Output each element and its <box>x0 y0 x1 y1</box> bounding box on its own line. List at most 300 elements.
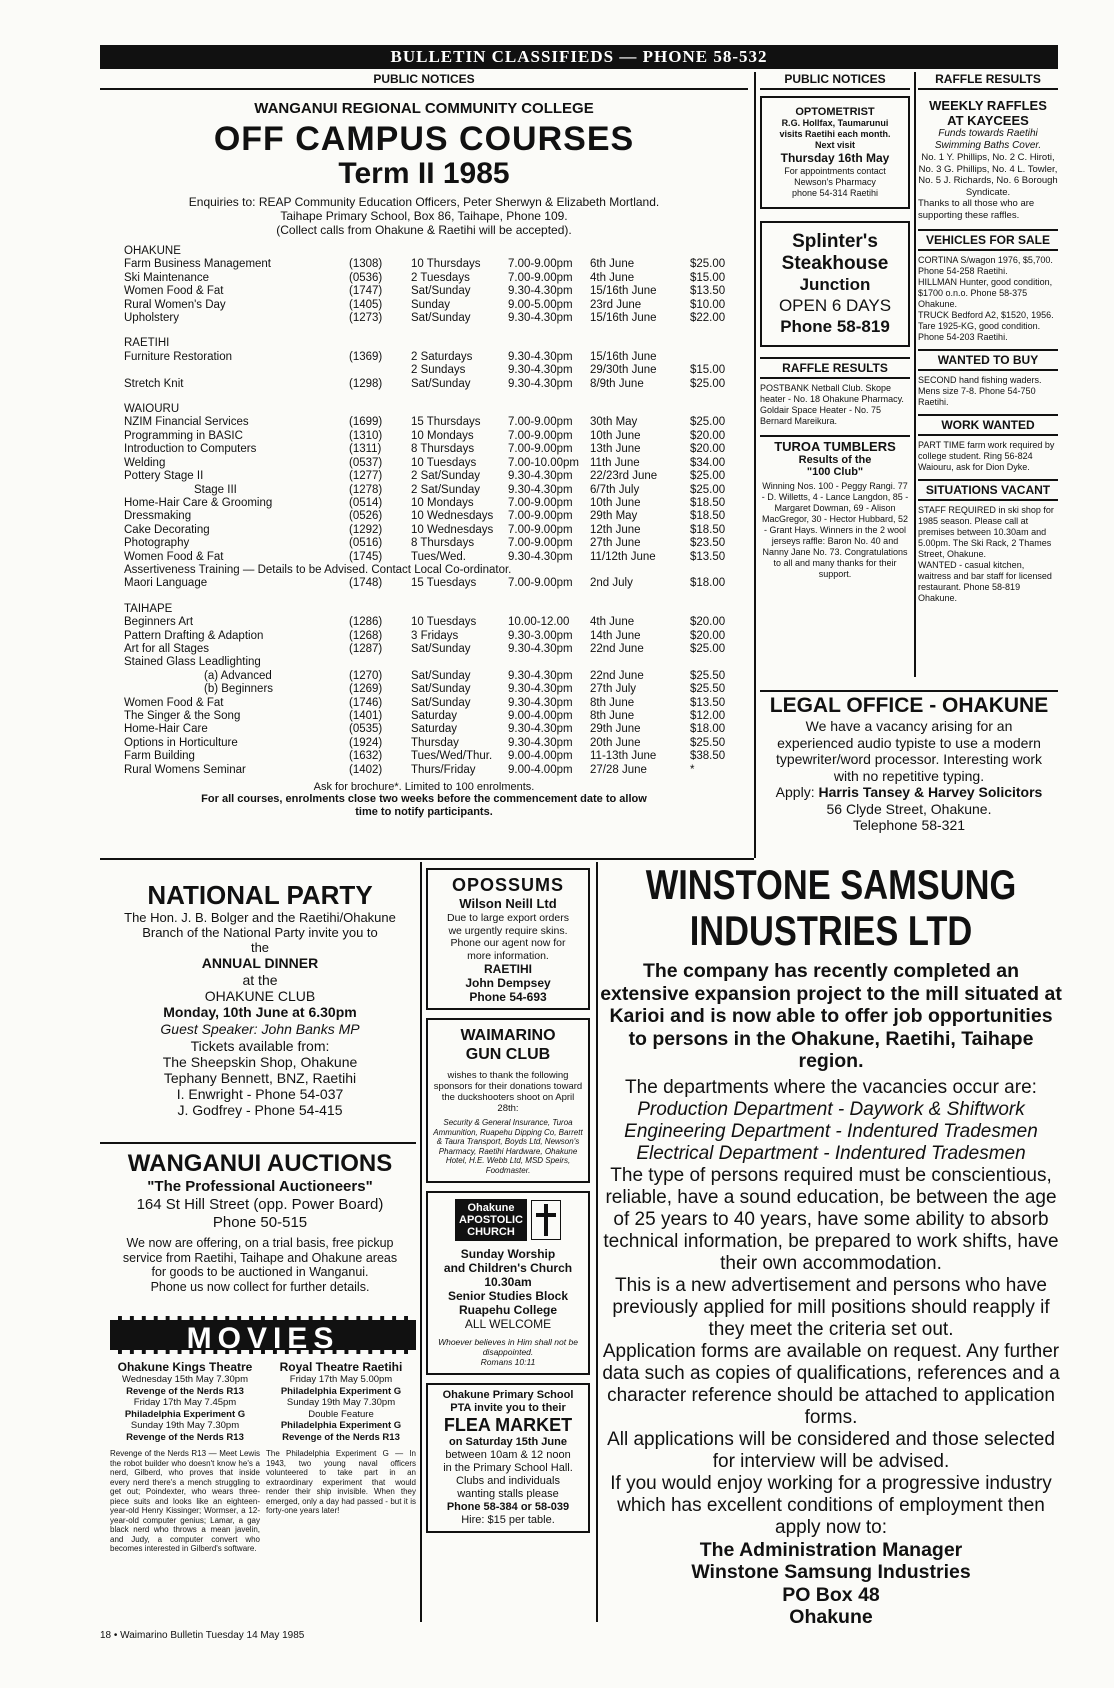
text: visits Raetihi each month. <box>779 129 891 139</box>
course-cell: Sat/Sunday <box>411 683 471 696</box>
right-notices-column <box>760 72 910 580</box>
course-cell: 2 Sat/Sunday <box>411 470 481 483</box>
raffle-results-2 <box>760 357 910 427</box>
text: ALL WELCOME <box>464 1317 552 1331</box>
text: Wednesday 15th May 7.30pm <box>121 1374 249 1385</box>
text: Ohakune Primary School <box>442 1389 574 1401</box>
course-cell: 11-13th June <box>590 750 657 763</box>
course-cell: 4th June <box>590 616 635 629</box>
course-cell: (0514) <box>349 496 383 509</box>
course-cell: NZIM Financial Services <box>124 416 249 429</box>
text: This is a new advertisement and persons who have previously applied for mill positions should reapply if they meet the criteria set out. <box>612 1274 1050 1340</box>
enquiries: Enquiries to: REAP Community Education Officers, Peter Sherwyn & Elizabeth Mortland. <box>188 195 660 209</box>
course-cell: * <box>690 763 695 776</box>
course-cell: (1748) <box>349 577 383 590</box>
text: Phone our agent now for <box>450 937 566 949</box>
course-row <box>124 616 748 629</box>
course-cell: $25.00 <box>690 642 726 655</box>
term-title: Term II 1985 <box>338 157 510 190</box>
course-cell: Programming in BASIC <box>124 429 243 442</box>
course-cell: 15 Thursdays <box>411 416 481 429</box>
text: Friday 17th May 7.45pm <box>133 1397 237 1408</box>
course-cell: 10th June <box>590 496 641 509</box>
course-cell: $18.50 <box>690 496 726 509</box>
optometrist-ad <box>760 96 910 209</box>
text: more information. <box>467 949 549 962</box>
course-row <box>124 737 748 750</box>
text: in the Primary School Hall. <box>443 1462 573 1474</box>
course-cell: 2 Tuesdays <box>411 271 470 284</box>
course-section-title: RAETIHI <box>124 337 170 350</box>
course-row <box>124 510 748 523</box>
text: Branch of the National Party invite you to <box>142 925 378 940</box>
winstone-samsung-ad <box>600 862 1062 1629</box>
course-cell: (0536) <box>349 271 383 284</box>
course-cell: (1402) <box>349 763 383 776</box>
course-section-title: OHAKUNE <box>124 245 181 257</box>
course-row <box>124 524 748 537</box>
course-row <box>124 750 748 763</box>
course-cell: 9.00-5.00pm <box>508 298 573 311</box>
text: 56 Clyde Street, Ohakune. <box>826 800 992 817</box>
course-cell: $20.00 <box>690 443 726 456</box>
course-cell: 15 Tuesdays <box>411 577 477 590</box>
text: Monday, 10th June at 6.30pm <box>163 1004 357 1020</box>
course-cell: Farm Building <box>124 750 195 763</box>
national-party-ad <box>100 880 420 1118</box>
text: The departments where the vacancies occur are: <box>625 1076 1037 1098</box>
course-cell: 20th June <box>590 736 641 749</box>
text: Apply: <box>775 784 819 800</box>
section-header: PUBLIC NOTICES <box>784 72 886 86</box>
text: experienced audio typiste to use a modern <box>777 734 1041 751</box>
course-cell: Sat/Sunday <box>411 377 471 390</box>
course-row <box>124 443 748 456</box>
text: wanting stalls please <box>457 1488 559 1500</box>
course-cell: 9.30-4.30pm <box>508 723 573 736</box>
course-cell: 22nd June <box>590 642 644 655</box>
course-cell: 10 Tuesdays <box>411 616 477 629</box>
address-line: PO Box 48 <box>782 1583 880 1606</box>
course-cell: Farm Business Management <box>124 258 272 271</box>
text: CHURCH <box>467 1226 515 1238</box>
department: Electrical Department - Indentured Tradesmen <box>636 1142 1026 1164</box>
course-cell: Thursday <box>411 736 459 749</box>
course-cell: 29/30th June <box>590 364 657 377</box>
course-cell: 9.30-4.30pm <box>508 696 573 709</box>
course-cell: Home-Hair Care & Grooming <box>124 496 273 509</box>
course-cell: Sunday <box>411 298 451 311</box>
course-cell: (1298) <box>349 377 383 390</box>
classified: PART TIME farm work required by college student. Ring 56-824 Waiouru, ask for Dion Dyke. <box>918 440 1055 472</box>
classified: STAFF REQUIRED in ski shop for 1985 season. Please call at premises between 10.30am and 5.00pm. The Ski Rack, 2 Thames Street, Ohakune. <box>918 505 1054 559</box>
enrolment-note: For all courses, enrolments close two weeks before the commencement date to allow time to notify participants. <box>201 793 647 819</box>
text: GUN CLUB <box>465 1046 551 1063</box>
course-row <box>124 351 748 364</box>
section-header: VEHICLES FOR SALE <box>925 233 1050 247</box>
course-cell: Dressmaking <box>124 510 192 523</box>
text: ANNUAL DINNER <box>201 955 319 971</box>
text: Tephany Bennett, BNZ, Raetihi <box>163 1070 357 1086</box>
text: Phone 50-515 <box>212 1214 308 1231</box>
course-cell: (0516) <box>349 537 383 550</box>
text: with no repetitive typing. <box>833 767 985 784</box>
winstone-title-2: INDUSTRIES LTD <box>689 907 973 954</box>
text: Phone 54-693 <box>469 990 547 1004</box>
course-cell: (1401) <box>349 710 383 722</box>
course-row <box>124 537 748 550</box>
course-cell: Women Food & Fat <box>124 285 224 298</box>
course-cell: 2 Sundays <box>411 364 466 377</box>
course-cell: Beginners Art <box>124 616 194 629</box>
course-row <box>124 484 748 497</box>
text: the <box>250 940 270 955</box>
course-cell: $15.00 <box>690 364 726 377</box>
course-cell: $25.00 <box>690 483 726 496</box>
course-cell: Rural Women's Day <box>124 298 226 311</box>
course-cell: 7.00-9.00pm <box>508 496 573 509</box>
course-cell: 7.00-9.00pm <box>508 429 573 442</box>
course-row <box>124 285 748 298</box>
course-cell: Pattern Drafting & Adaption <box>124 629 264 642</box>
course-cell: 29th June <box>590 723 641 736</box>
text: "100 Club" <box>806 466 864 478</box>
course-cell: 7.00-9.00pm <box>508 416 573 429</box>
course-cell: (1310) <box>349 429 383 442</box>
text: Next visit <box>814 140 856 150</box>
course-cell: (1699) <box>349 416 383 429</box>
address-line: Winstone Samsung Industries <box>691 1561 971 1583</box>
section-header: RAFFLE RESULTS <box>782 361 888 375</box>
course-cell: (0526) <box>349 510 383 523</box>
text: Whoever believes in Him shall not be disappointed. <box>438 1337 578 1357</box>
flea-market-ad <box>426 1383 590 1533</box>
course-cell: 8/9th June <box>590 377 644 390</box>
wanganui-auctions-ad <box>100 1150 420 1294</box>
section-header: WANTED TO BUY <box>937 353 1039 367</box>
course-cell: (1311) <box>349 443 382 456</box>
course-cell: Women Food & Fat <box>124 550 224 563</box>
text: Romans 10:11 <box>480 1357 536 1367</box>
course-cell: 11/12th June <box>590 550 656 563</box>
course-cell: Stage III <box>194 483 237 496</box>
course-cell: 9.30-4.30pm <box>508 364 573 377</box>
course-cell: Sat/Sunday <box>411 285 471 298</box>
course-cell: 23rd June <box>590 298 642 311</box>
course-cell: 7.00-9.00pm <box>508 510 573 523</box>
text: I. Enwright - Phone 54-037 <box>176 1086 344 1102</box>
course-cell <box>349 656 411 669</box>
course-list <box>100 245 748 777</box>
course-cell: 9.00-4.00pm <box>508 763 573 776</box>
course-cell: (1269) <box>349 683 383 696</box>
course-cell: 8th June <box>590 696 635 709</box>
text: Phone us now collect for further details. <box>150 1279 370 1294</box>
text: The Sheepskin Shop, Ohakune <box>162 1054 358 1070</box>
course-cell: Stretch Knit <box>124 377 184 390</box>
course-cell: 7.00-9.00pm <box>508 443 573 456</box>
text: Revenge of the Nerds R13 <box>126 1431 244 1443</box>
splinters-ad <box>760 221 910 347</box>
course-cell: 10.00-12.00 <box>508 616 570 629</box>
course-cell: $15.00 <box>690 271 726 284</box>
course-row <box>124 656 748 669</box>
text: Tickets available from: <box>190 1038 330 1054</box>
text: and Children's Church <box>443 1261 573 1275</box>
banner: BULLETIN CLASSIFIEDS — PHONE 58-532 <box>100 45 1058 69</box>
phone: Phone 58-819 <box>780 317 890 336</box>
text: Wilson Neill Ltd <box>459 896 557 911</box>
course-cell: 2nd July <box>590 577 633 590</box>
middle-column <box>426 868 590 1533</box>
course-row <box>124 497 748 510</box>
course-cell: Pottery Stage II <box>124 470 204 483</box>
text: Sunday Worship <box>460 1247 556 1261</box>
course-cell <box>690 656 740 669</box>
course-row <box>124 378 748 391</box>
course-cell: 15/16th June <box>590 350 657 363</box>
course-cell: 7.00-9.00pm <box>508 577 573 590</box>
section-header: SITUATIONS VACANT <box>925 483 1051 497</box>
text: Funds towards Raetihi Swimming Baths Cover. <box>934 128 1042 151</box>
text: We have a vacancy arising for an <box>805 718 1013 734</box>
course-cell: 9.00-4.00pm <box>508 710 573 722</box>
course-row <box>124 723 748 736</box>
course-cell: 9.30-4.30pm <box>508 550 573 563</box>
address: Taihape Primary School, Box 86, Taihape, Phone 109. <box>280 209 568 223</box>
visit-date: Thursday 16th May <box>780 151 890 165</box>
kings-theatre <box>110 1360 260 1554</box>
course-section-title: TAIHAPE <box>124 602 173 615</box>
course-cell: 12th June <box>590 523 641 536</box>
course-cell: 7.00-9.00pm <box>508 271 573 284</box>
movies-logo-text: MOVIES <box>186 1322 340 1355</box>
movies-ad <box>110 1316 416 1554</box>
text: Sunday 19th May 7.30pm <box>286 1397 396 1408</box>
optometrist-title: OPTOMETRIST <box>795 106 875 118</box>
course-cell: (b) Beginners <box>204 683 274 696</box>
brochure-note: Ask for brochure*. Limited to 100 enrolments. <box>313 781 535 794</box>
course-row <box>124 670 748 683</box>
auctions-title: WANGANUI AUCTIONS <box>127 1150 393 1177</box>
course-cell: $25.00 <box>690 377 726 390</box>
course-cell: 9.30-4.30pm <box>508 285 573 298</box>
course-cell: $13.50 <box>690 285 726 298</box>
opossums-ad <box>426 868 590 1010</box>
course-cell: 30th May <box>590 416 638 429</box>
classified: WANTED - casual kitchen, waitress and bar staff for licensed restaurant. Phone 58-819 Ohakune. <box>918 560 1052 603</box>
text: Sunday 19th May 7.30pm <box>130 1420 240 1431</box>
text: between 10am & 12 noon <box>445 1449 571 1461</box>
course-cell: Rural Womens Seminar <box>124 763 246 776</box>
course-cell: 6/7th July <box>590 483 640 496</box>
text: 10.30am <box>484 1275 532 1289</box>
course-cell: 11th June <box>590 456 640 469</box>
text: Due to large export orders <box>447 912 569 924</box>
text: J. Godfrey - Phone 54-415 <box>177 1102 343 1118</box>
course-cell: $18.50 <box>690 510 726 523</box>
text: Junction <box>799 275 871 294</box>
course-row <box>124 551 748 564</box>
course-cell: $34.00 <box>690 456 726 469</box>
text: AT KAYCEES <box>947 113 1029 128</box>
course-cell: 27/28 June <box>590 763 647 776</box>
text: on Saturday 15th June <box>449 1436 567 1448</box>
course-cell: (1270) <box>349 669 383 682</box>
text: Splinter's <box>792 231 878 252</box>
course-cell: 10th June <box>590 429 641 442</box>
course-cell: 10 Wednesdays <box>411 523 494 536</box>
text: John Dempsey <box>465 976 551 990</box>
text: Winning Nos. 100 - Peggy Rangi. 77 - D. Willetts, 4 - Lance Langdon, 85 - Margaret Dowman, 69 - Alison MacGregor, 30 - Hector Hubbard, 52 - Grant Hays. Winners in the 2 wool jerseys raffle: Baron No. 40 and Nanny Jane No. 73. Congratulations to all and many thanks for their support. <box>761 481 909 579</box>
course-row <box>124 764 748 777</box>
course-cell: Tues/Wed. <box>411 550 466 563</box>
opossums-title: OPOSSUMS <box>451 875 565 895</box>
course-cell: Stained Glass Leadlighting <box>124 656 261 669</box>
course-cell: $25.50 <box>690 669 726 682</box>
course-cell: $22.00 <box>690 312 726 325</box>
course-row <box>124 643 748 656</box>
course-cell: (1924) <box>349 736 383 749</box>
cross-icon <box>531 1200 561 1240</box>
course-cell: 2 Sat/Sunday <box>411 483 481 496</box>
course-cell: Women Food & Fat <box>124 696 224 709</box>
course-cell: $13.50 <box>690 696 726 709</box>
apostolic-church-ad <box>426 1191 590 1375</box>
course-row <box>124 697 748 710</box>
course-cell: Sat/Sunday <box>411 669 471 682</box>
course-cell: $25.00 <box>690 416 726 429</box>
course-cell: $25.00 <box>690 470 726 483</box>
course-cell: (a) Advanced <box>204 669 272 682</box>
course-cell: 9.00-4.00pm <box>508 750 573 763</box>
course-cell: 10 Tuesdays <box>411 456 477 469</box>
royal-theatre <box>266 1360 416 1554</box>
course-cell: 10 Mondays <box>411 496 474 509</box>
course-cell: 7.00-9.00pm <box>508 258 573 271</box>
assertiveness-note: Assertiveness Training — Details to be Advised. Contact Local Co-ordinator. <box>124 563 512 576</box>
course-row <box>124 258 748 271</box>
address-line: The Administration Manager <box>699 1538 963 1561</box>
course-row <box>124 683 748 696</box>
course-cell: Options in Horticulture <box>124 736 238 749</box>
course-cell: $25.00 <box>690 258 726 271</box>
classified: SECOND hand fishing waders. Mens size 7-8. Phone 54-750 Raetihi. <box>918 375 1042 407</box>
course-cell: $13.50 <box>690 550 726 563</box>
course-cell: Thurs/Friday <box>411 763 476 776</box>
text: For appointments contact <box>784 166 886 176</box>
text: APOSTOLIC <box>459 1214 523 1226</box>
course-cell: 7.00-10.00pm <box>508 456 579 469</box>
text: RAETIHI <box>484 962 532 976</box>
department: Production Department - Daywork & Shiftwork <box>637 1098 1025 1120</box>
course-cell: Welding <box>124 456 166 469</box>
course-cell: 15/16th June <box>590 285 657 298</box>
course-cell: (1273) <box>349 312 383 325</box>
course-row <box>124 710 748 723</box>
text: Revenge of the Nerds R13 <box>282 1431 400 1443</box>
course-cell: (1405) <box>349 298 383 311</box>
course-cell: (1746) <box>349 696 383 709</box>
page-title: OFF CAMPUS COURSES <box>213 120 635 158</box>
section-header: PUBLIC NOTICES <box>373 72 475 86</box>
course-cell: $25.50 <box>690 683 726 696</box>
text: wishes to thank the following sponsors for their donations toward the duckshooters shoot on April 28th: <box>433 1070 583 1114</box>
course-row <box>124 299 748 312</box>
course-cell: Furniture Restoration <box>124 350 233 363</box>
course-cell: (1308) <box>349 258 383 271</box>
course-cell: 9.30-3.00pm <box>508 629 573 642</box>
course-cell: Saturday <box>411 723 458 736</box>
course-row <box>124 470 748 483</box>
course-cell: 15/16th June <box>590 312 657 325</box>
text: phone 54-314 Raetihi <box>791 188 879 198</box>
text: Hire: $15 per table. <box>461 1514 555 1526</box>
text: Results of the <box>798 454 872 466</box>
course-cell: 6th June <box>590 258 635 271</box>
text: Philadelphia Experiment G <box>280 1385 402 1397</box>
course-cell: Sat/Sunday <box>411 642 471 655</box>
text: Newson's Pharmacy <box>794 177 876 187</box>
course-section-title: WAIOURU <box>124 403 180 416</box>
course-cell: 8 Thursdays <box>411 443 475 456</box>
course-cell: Sat/Sunday <box>411 696 471 709</box>
course-cell: Saturday <box>411 710 458 722</box>
text: we urgently require skins. <box>448 924 568 937</box>
text: 164 St Hill Street (opp. Power Board) <box>136 1196 384 1213</box>
course-cell: 9.30-4.30pm <box>508 350 573 363</box>
theatre-title: Ohakune Kings Theatre <box>117 1360 253 1374</box>
gun-club-ad <box>426 1018 590 1183</box>
course-cell: $12.00 <box>690 710 726 722</box>
text: Thanks to all those who are supporting these raffles. <box>918 198 1035 221</box>
course-cell: (0535) <box>349 723 383 736</box>
movies-logo <box>110 1316 416 1354</box>
text: R.G. Hollfax, Taumarunui <box>781 118 889 128</box>
course-cell: 10 Thursdays <box>411 258 481 271</box>
course-cell: Home-Hair Care <box>124 723 208 736</box>
course-cell <box>349 364 411 377</box>
course-cell: Art for all Stages <box>124 642 210 655</box>
course-cell: Photography <box>124 537 190 550</box>
text: Double Feature <box>308 1408 374 1420</box>
course-row <box>124 630 748 643</box>
text: Philadelphia Experiment G <box>280 1420 402 1431</box>
text: PTA invite you to their <box>450 1402 566 1414</box>
course-cell: $20.00 <box>690 629 726 642</box>
legal-title: LEGAL OFFICE - OHAKUNE <box>769 694 1049 717</box>
course-row <box>124 416 748 429</box>
course-cell: $25.50 <box>690 736 726 749</box>
course-cell: 2 Saturdays <box>411 350 473 363</box>
text: for goods to be auctioned in Wanganui. <box>151 1265 369 1279</box>
classified: CORTINA S/wagon 1976, $5,700. Phone 54-258 Raetihi. <box>918 255 1053 276</box>
course-cell: (1286) <box>349 616 383 629</box>
text: Ruapehu College <box>458 1303 557 1317</box>
text: Phone 58-384 or 58-039 <box>446 1501 570 1513</box>
course-cell: 13th June <box>590 443 641 456</box>
collect-calls: (Collect calls from Ohakune & Raetihi will be accepted). <box>276 223 572 237</box>
course-row <box>124 457 748 470</box>
text: typewriter/word processor. Interesting work <box>775 751 1043 767</box>
solicitors: Harris Tansey & Harvey Solicitors <box>818 784 1043 800</box>
department: Engineering Department - Indentured Tradesmen <box>624 1120 1038 1142</box>
text: We now are offering, on a trial basis, free pickup <box>126 1236 394 1250</box>
course-cell: 9.30-4.30pm <box>508 470 573 483</box>
text: The company has recently completed an extensive expansion project to the mill situated at Karioi and is now able to offer job opportunities to persons in the Ohakune, Raetihi, Taihape region. <box>600 960 1062 1072</box>
course-cell <box>124 364 349 377</box>
course-cell: (1745) <box>349 550 383 563</box>
